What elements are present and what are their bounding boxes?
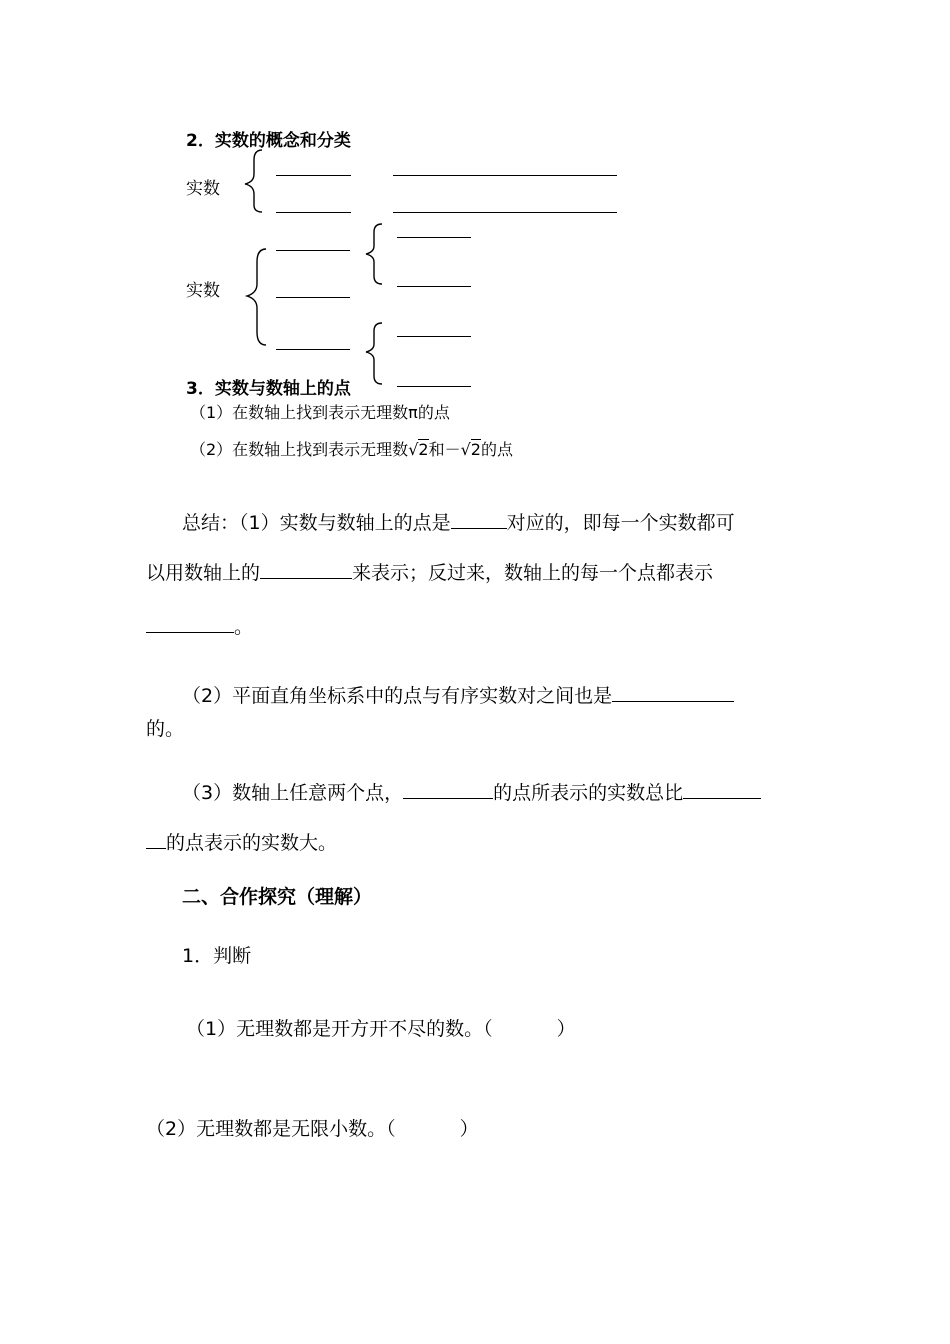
blank-line	[397, 286, 471, 287]
summary-text: 的。	[146, 718, 185, 740]
fill-blank[interactable]	[260, 559, 352, 579]
section-3-item-2	[190, 437, 513, 460]
summary-text: 来表示；反过来，数轴上的每一个点都表示	[352, 562, 714, 584]
sqrt-radicand: 2	[418, 440, 429, 459]
tree-label-real-number-bottom: 实数	[186, 281, 220, 301]
fill-blank[interactable]	[612, 682, 734, 702]
blank-line	[276, 212, 351, 213]
blank-line	[393, 175, 617, 176]
close-paren: ）	[556, 1018, 576, 1040]
fill-blank[interactable]	[403, 779, 493, 799]
fill-blank[interactable]	[146, 613, 234, 633]
blank-line	[276, 250, 350, 251]
summary-text: 总结：（1）实数与数轴上的点是	[182, 512, 451, 534]
question-1-text: （1）无理数都是开方开不尽的数。（	[186, 1018, 493, 1040]
fill-blank[interactable]	[146, 829, 166, 849]
summary-text: （3）数轴上任意两个点，	[182, 782, 404, 804]
summary-text: 的点表示的实数大。	[166, 832, 338, 854]
sqrt-symbol: √2	[408, 440, 429, 459]
question-title: 1．判断	[182, 945, 252, 967]
summary-line-4	[182, 682, 734, 706]
summary-line-1	[182, 509, 735, 533]
question-2-text: （2）无理数都是无限小数。（	[146, 1118, 396, 1140]
fill-blank[interactable]	[451, 509, 507, 529]
summary-line-6	[182, 779, 761, 803]
brace-top	[245, 150, 262, 212]
question-2	[146, 1120, 479, 1139]
fill-blank[interactable]	[683, 779, 761, 799]
section-2-title: 2．实数的概念和分类	[186, 131, 351, 151]
part-2-heading: 二、合作探究（理解）	[182, 886, 373, 908]
section-3-title: 3．实数与数轴上的点	[186, 379, 351, 399]
blank-line	[397, 237, 471, 238]
sqrt-radicand: 2	[470, 440, 481, 459]
blank-line	[393, 212, 617, 213]
blank-line	[276, 349, 350, 350]
blank-line	[276, 175, 351, 176]
tree-label-real-number-top: 实数	[186, 179, 220, 199]
item-2-suffix: 的点	[480, 440, 513, 459]
summary-line-5	[146, 720, 184, 739]
brace-sub-upper	[366, 224, 382, 284]
summary-line-7	[146, 829, 337, 853]
item-2-prefix: （2）在数轴上找到表示无理数	[190, 440, 409, 459]
blank-line	[276, 297, 350, 298]
brace-bottom	[247, 249, 266, 345]
summary-text: （2）平面直角坐标系中的点与有序实数对之间也是	[182, 685, 613, 707]
blank-line	[397, 386, 471, 387]
summary-text: 对应的，即每一个实数都可	[506, 512, 735, 534]
section-3-item-1: （1）在数轴上找到表示无理数π的点	[190, 403, 450, 422]
item-2-and: 和－	[428, 440, 461, 459]
summary-text: 的点所表示的实数总比	[493, 782, 684, 804]
question-1	[186, 1020, 576, 1039]
brace-sub-lower	[366, 323, 382, 384]
close-paren: ）	[459, 1118, 479, 1140]
summary-line-3	[146, 613, 253, 637]
summary-line-2	[146, 559, 713, 583]
sqrt-symbol: √2	[460, 440, 481, 459]
summary-text: 。	[234, 616, 254, 638]
summary-text: 以用数轴上的	[146, 562, 261, 584]
blank-line	[397, 336, 471, 337]
